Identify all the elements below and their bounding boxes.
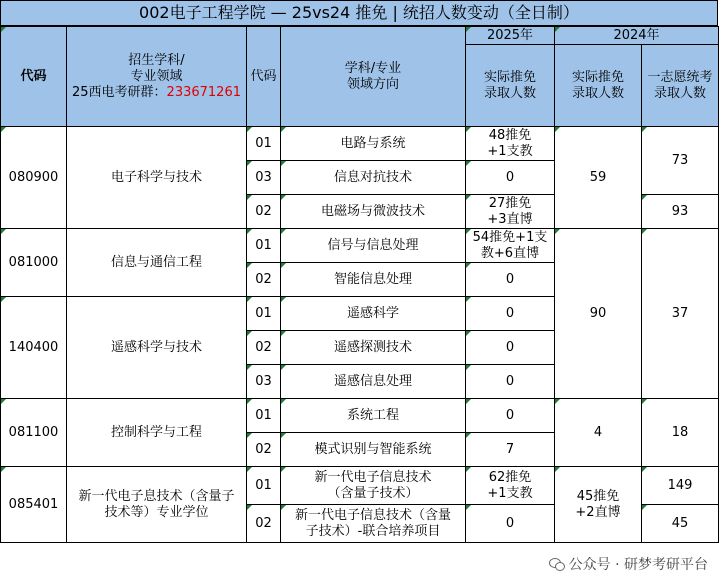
recommended-2025: 0 xyxy=(466,297,555,331)
header-year-2025: 2025年 xyxy=(466,27,555,45)
direction-name: 遥感探测技术 xyxy=(281,331,466,365)
enrollment-table xyxy=(0,26,719,543)
recommended-2025: 54推免+1支 教+6直博 xyxy=(466,229,555,263)
page-title: 002电子工程学院 — 25vs24 推免 | 统招人数变动（全日制） xyxy=(0,0,718,26)
watermark xyxy=(545,553,712,575)
dir-code: 02 xyxy=(247,433,281,467)
subject-name: 控制科学与工程 xyxy=(67,399,247,467)
recommended-2024: 45推免 +2直博 xyxy=(555,467,642,543)
header-2024-exam: 一志愿统考 录取人数 xyxy=(642,45,719,127)
subject-name: 信息与通信工程 xyxy=(67,229,247,297)
header-row xyxy=(1,27,719,45)
table-row xyxy=(1,127,719,161)
dir-code: 02 xyxy=(247,331,281,365)
dir-code: 01 xyxy=(247,229,281,263)
direction-name: 新一代电子信息技术 （含量子技术） xyxy=(281,467,466,505)
subject-code: 081000 xyxy=(1,229,67,297)
header-code: 代码 xyxy=(1,27,67,127)
recommended-2025: 48推免 +1支教 xyxy=(466,127,555,161)
recommended-2025: 0 xyxy=(466,331,555,365)
subject-code: 081100 xyxy=(1,399,67,467)
subject-code: 140400 xyxy=(1,297,67,399)
exam-2024: 149 xyxy=(642,467,719,505)
header-2025-recommended: 实际推免 录取人数 xyxy=(466,45,555,127)
header-dir-code: 代码 xyxy=(247,27,281,127)
qq-group-label: 25西电考研群： xyxy=(72,84,167,100)
direction-name: 系统工程 xyxy=(281,399,466,433)
exam-2024: 45 xyxy=(642,505,719,543)
recommended-2024: 4 xyxy=(555,399,642,467)
exam-2024: 37 xyxy=(642,229,719,399)
recommended-2025: 0 xyxy=(466,365,555,399)
subject-code: 085401 xyxy=(1,467,67,543)
direction-name: 电路与系统 xyxy=(281,127,466,161)
recommended-2025: 27推免 +3直博 xyxy=(466,195,555,229)
dir-code: 01 xyxy=(247,399,281,433)
dir-code: 02 xyxy=(247,505,281,543)
header-subject: 招生学科/ 专业领域 25西电考研群：233671261 xyxy=(67,27,247,127)
subject-name: 遥感科学与技术 xyxy=(67,297,247,399)
dir-code: 01 xyxy=(247,467,281,505)
dir-code: 01 xyxy=(247,297,281,331)
recommended-2024: 59 xyxy=(555,127,642,229)
dir-code: 02 xyxy=(247,195,281,229)
dir-code: 03 xyxy=(247,161,281,195)
qq-group-number: 233671261 xyxy=(166,84,241,100)
dir-code: 02 xyxy=(247,263,281,297)
direction-name: 遥感科学 xyxy=(281,297,466,331)
wechat-icon xyxy=(549,557,565,571)
direction-name: 模式识别与智能系统 xyxy=(281,433,466,467)
header-direction: 学科/专业 领域方向 xyxy=(281,27,466,127)
dir-code: 03 xyxy=(247,365,281,399)
recommended-2025: 0 xyxy=(466,263,555,297)
direction-name: 新一代电子信息技术（含量 子技术）-联合培养项目 xyxy=(281,505,466,543)
exam-2024: 73 xyxy=(642,127,719,195)
table-row xyxy=(1,229,719,263)
direction-name: 电磁场与微波技术 xyxy=(281,195,466,229)
recommended-2025: 0 xyxy=(466,399,555,433)
subject-name: 新一代电子息技术（含量子 技术等）专业学位 xyxy=(67,467,247,543)
recommended-2025: 7 xyxy=(466,433,555,467)
header-2024-recommended: 实际推免 录取人数 xyxy=(555,45,642,127)
header-year-2024: 2024年 xyxy=(555,27,719,45)
subject-code: 080900 xyxy=(1,127,67,229)
recommended-2024: 90 xyxy=(555,229,642,399)
table-row xyxy=(1,399,719,433)
direction-name: 智能信息处理 xyxy=(281,263,466,297)
direction-name: 信息对抗技术 xyxy=(281,161,466,195)
table-row xyxy=(1,467,719,505)
direction-name: 信号与信息处理 xyxy=(281,229,466,263)
subject-name: 电子科学与技术 xyxy=(67,127,247,229)
recommended-2025: 0 xyxy=(466,161,555,195)
recommended-2025: 0 xyxy=(466,505,555,543)
watermark-text: 公众号 · 研梦考研平台 xyxy=(568,557,708,573)
exam-2024: 93 xyxy=(642,195,719,229)
recommended-2025: 62推免 +1支教 xyxy=(466,467,555,505)
dir-code: 01 xyxy=(247,127,281,161)
direction-name: 遥感信息处理 xyxy=(281,365,466,399)
exam-2024: 18 xyxy=(642,399,719,467)
